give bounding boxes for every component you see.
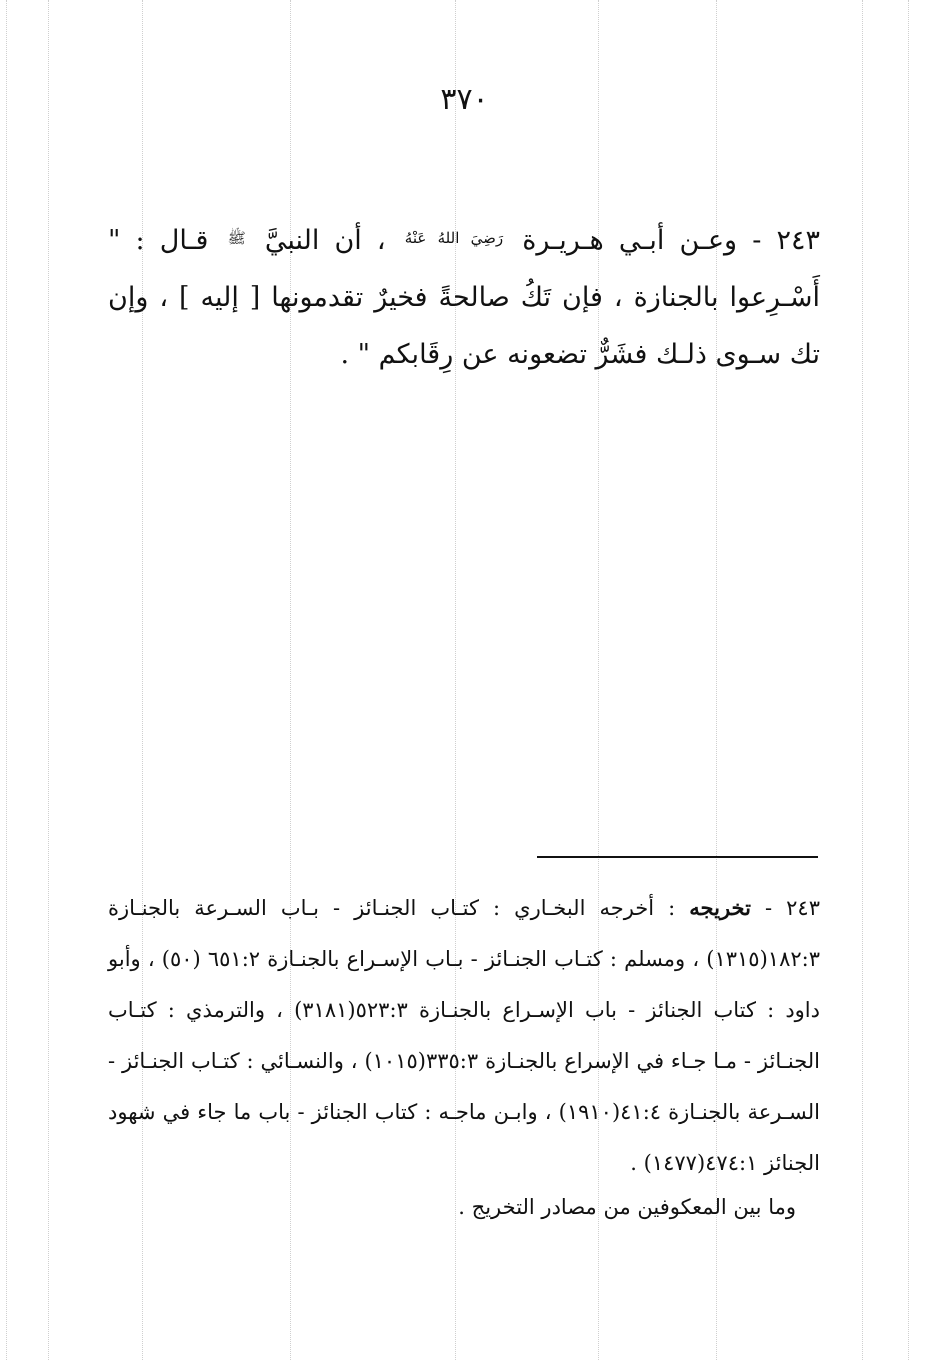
hadith-text bbox=[108, 210, 820, 383]
hadith-paragraph bbox=[108, 210, 820, 383]
scan-line bbox=[6, 0, 7, 1360]
footnotes bbox=[108, 882, 820, 1189]
footnote-paragraph: ٢٤٣ - تخريجه : أخرجه البخـاري : كتـاب الجنـائز - بـاب السـرعة بالجنـازة ١٨٢:٣(١٣١٥) ، ومسلم : كتـاب الجنـائز - بـاب الإسـراع بالجنـازة ٦٥١:٢ (٥٠) ، وأبو داود : كتاب الجنائز - باب الإسـراع بالجنـازة ٥٢٣:٣(٣١٨١) ، والترمذي : كتـاب الجنـائز - مـا جـاء في الإسراع بالجنـازة ٣٣٥:٣(١٠١٥) ، والنسـائي : كتـاب الجنـائز - السـرعة بالجنـازة ٤١:٤(١٩١٠) ، وابـن ماجـه : كتاب الجنائز - باب ما جاء في شهود الجنائز ٤٧٤:١(١٤٧٧) . bbox=[108, 895, 820, 1175]
hadith-text-part2: ، أن النبيَّ bbox=[249, 225, 401, 256]
footnote-separator bbox=[537, 856, 818, 858]
page-number: ٣٧٠ bbox=[440, 82, 489, 117]
footnote-text: : أخرجه البخـاري : كتـاب الجنـائز - بـاب السـرعة بالجنـازة ١٨٢:٣(١٣١٥) ، ومسلم : كتـاب الجنـائز - بـاب الإسـراع بالجنـازة ٦٥١:٢ (٥٠) ، وأبو داود : كتاب الجنائز - باب الإسـراع بالجنـازة ٥٢٣:٣(٣١٨١) ، والترمذي : كتـاب الجنـائز - مـا جـاء في الإسراع بالجنـازة ٣٣٥:٣(١٠١٥) ، والنسـائي : كتـاب الجنـائز - السـرعة بالجنـازة ٤١:٤(١٩١٠) ، وابـن ماجـه : كتاب الجنائز - باب ما جاء في شهود الجنائز ٤٧٤:١(١٤٧٧) . bbox=[108, 896, 820, 1175]
scan-line bbox=[908, 0, 909, 1360]
honorific-prophet: ﷺ bbox=[227, 229, 246, 247]
footnote-number: ٢٤٣ bbox=[786, 896, 820, 920]
hadith-text-part1: - وعـن أبـي هـريـرة bbox=[507, 225, 777, 256]
scan-line bbox=[48, 0, 49, 1360]
footnote-note: وما بين المعكوفين من مصادر التخريج . bbox=[458, 1195, 796, 1219]
hadith-number: ٢٤٣ bbox=[776, 225, 820, 256]
footnote-label: تخريجه bbox=[689, 895, 751, 920]
hadith-text-part3: قـال : " أَسْـرِعوا بالجنازة ، فإن تَكُ صالحةً فخيرٌ تقدمونها [ إليه ] ، وإن تك سـوى ذلـك فشَرٌّ تضعونه عن رِقَابكم " . bbox=[108, 225, 820, 370]
scan-line bbox=[862, 0, 863, 1360]
honorific-companion: رَضِيَ اللهُ عَنْهُ bbox=[404, 229, 504, 247]
